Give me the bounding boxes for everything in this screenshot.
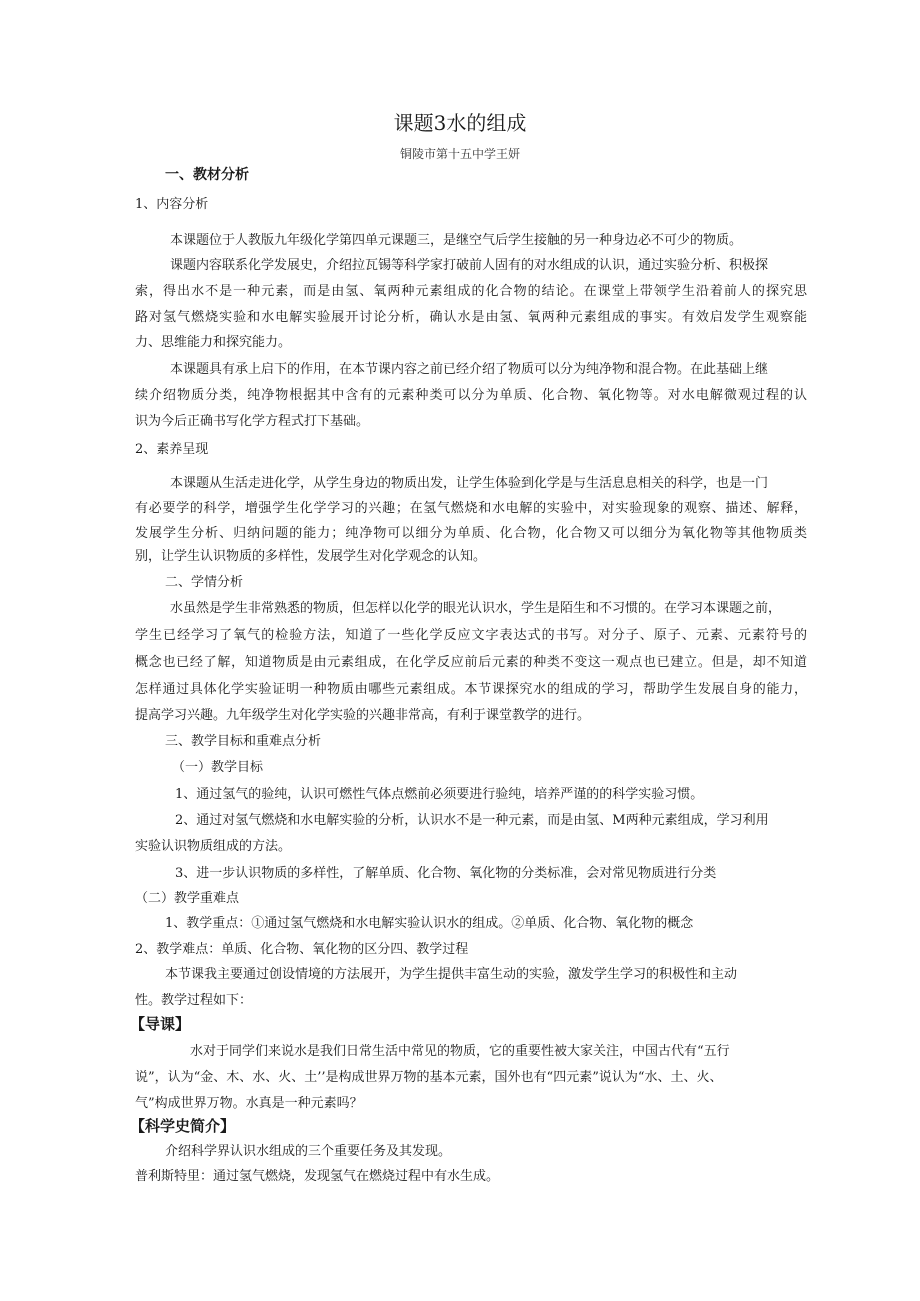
section-heading: 一、教材分析 xyxy=(165,167,249,183)
paragraph-line: 水对于同学们来说水是我们日常生活中常见的物质，它的重要性被大家关注，中国古代有“五行 xyxy=(190,1044,730,1059)
paragraph-line: 续介绍物质分类，纯净物根据其中含有的元素种类可以分为单质、化合物、氧化物等。对水电解微观过程的认 xyxy=(135,388,807,403)
paragraph-line: 介绍科学界认识水组成的三个重要任务及其发现。 xyxy=(165,1144,452,1159)
paragraph-line: 怎样通过具体化学实验证明一种物质由哪些元素组成。本节课探究水的组成的学习，帮助学生发展自身的能力， xyxy=(135,682,807,697)
paragraph-line: 本课题从生活走进化学，从学生身边的物质出发，让学生体验到化学是与生活息息相关的科学，也是一门 xyxy=(170,476,769,491)
subsection-heading: （二）教学重难点 xyxy=(135,891,240,906)
paragraph-line: 普利斯特里：通过氢气燃烧，发现氢气在燃烧过程中有水生成。 xyxy=(135,1169,500,1184)
paragraph-line: 学生已经学习了氧气的检验方法，知道了一些化学反应文字表达式的书写。对分子、原子、元素、元素符号的 xyxy=(135,628,807,643)
paragraph-line: 说”，认为“金、木、水、火、土’’是构成世界万物的基本元素，国外也有“四元素”说认为“水、土、火、 xyxy=(135,1070,723,1085)
subsection-heading: 1、内容分析 xyxy=(135,197,209,212)
paragraph-line: 课题内容联系化学发展史，介绍拉瓦锡等科学家打破前人固有的对水组成的认识，通过实验分析、积极探 xyxy=(170,258,769,273)
paragraph-line: 水虽然是学生非常熟悉的物质，但怎样以化学的眼光认识水，学生是陌生和不习惯的。在学习本课题之前， xyxy=(170,601,782,616)
paragraph-line: 提高学习兴趣。九年级学生对化学实验的兴趣非常高，有利于课堂教学的进行。 xyxy=(135,708,591,723)
paragraph-line: 本课题具有承上启下的作用，在本节课内容之前已经介绍了物质可以分为纯净物和混合物。在此基础上继 xyxy=(170,362,769,377)
key-point-item: 1、教学重点：①通过氢气燃烧和水电解实验认识水的组成。②单质、化合物、氧化物的概念 xyxy=(165,916,694,931)
author-line: 铜陵市第十五中学王妍 xyxy=(399,147,520,161)
paragraph-line: 索，得出水不是一种元素，而是由氢、氧两种元素组成的化合物的结论。在课堂上带领学生沿着前人的探究思 xyxy=(135,284,807,299)
lead-heading: 【导课】 xyxy=(130,1015,191,1033)
paragraph-line: 气”构成世界万物。水真是一种元素吗？ xyxy=(135,1096,363,1111)
goal-item: 1、通过氢气的验纯，认识可燃性气体点燃前必须要进行验纯，培养严谨的的科学实验习惯。 xyxy=(175,787,704,802)
paragraph-line: 性。教学过程如下： xyxy=(135,993,253,1008)
page-title: 课题3水的组成 xyxy=(393,111,527,135)
goal-item: 实验认识物质组成的方法。 xyxy=(135,839,292,854)
goal-item: 2、通过对氢气燃烧和水电解实验的分析，认识水不是一种元素，而是由氢、M两种元素组成，学习利用 xyxy=(175,813,769,828)
section-heading: 二、学情分析 xyxy=(165,575,244,590)
section-heading: 三、教学目标和重难点分析 xyxy=(165,734,322,749)
subsection-heading: 2、素养呈现 xyxy=(135,442,209,457)
goal-item: 3、进一步认识物质的多样性，了解单质、化合物、氧化物的分类标准，会对常见物质进行分类 xyxy=(175,866,717,881)
paragraph-line: 别，让学生认识物质的多样性，发展学生对化学观念的认知。 xyxy=(135,549,487,564)
key-point-item: 2、教学难点：单质、化合物、氧化物的区分四、教学过程 xyxy=(135,942,469,957)
paragraph-line: 识为今后正确书写化学方程式打下基础。 xyxy=(135,414,370,429)
paragraph-line: 发展学生分析、归纳问题的能力；纯净物可以细分为单质、化合物，化合物又可以细分为氧化物等其他物质类 xyxy=(135,526,807,541)
paragraph-line: 力、思维能力和探究能力。 xyxy=(135,335,292,350)
paragraph-line: 有必要学的科学，增强学生化学学习的兴趣；在氢气燃烧和水电解的实验中，对实验现象的观察、描述、解释， xyxy=(135,501,807,516)
paragraph-line: 路对氢气燃烧实验和水电解实验展开讨论分析，确认水是由氢、氧两种元素组成的事实。有效启发学生观察能 xyxy=(135,310,807,325)
history-heading: 【科学史简介】 xyxy=(130,1117,236,1135)
paragraph-line: 本节课我主要通过创设情境的方法展开，为学生提供丰富生动的实验，激发学生学习的积极性和主动 xyxy=(165,967,738,982)
paragraph-line: 本课题位于人教版九年级化学第四单元课题三，是继空气后学生接触的另一种身边必不可少的物质。 xyxy=(170,233,743,248)
paragraph-line: 概念也已经了解，知道物质是由元素组成，在化学反应前后元素的种类不变这一观点也已建立。但是，却不知道 xyxy=(135,655,807,670)
subsection-heading: （一）教学目标 xyxy=(172,760,264,775)
